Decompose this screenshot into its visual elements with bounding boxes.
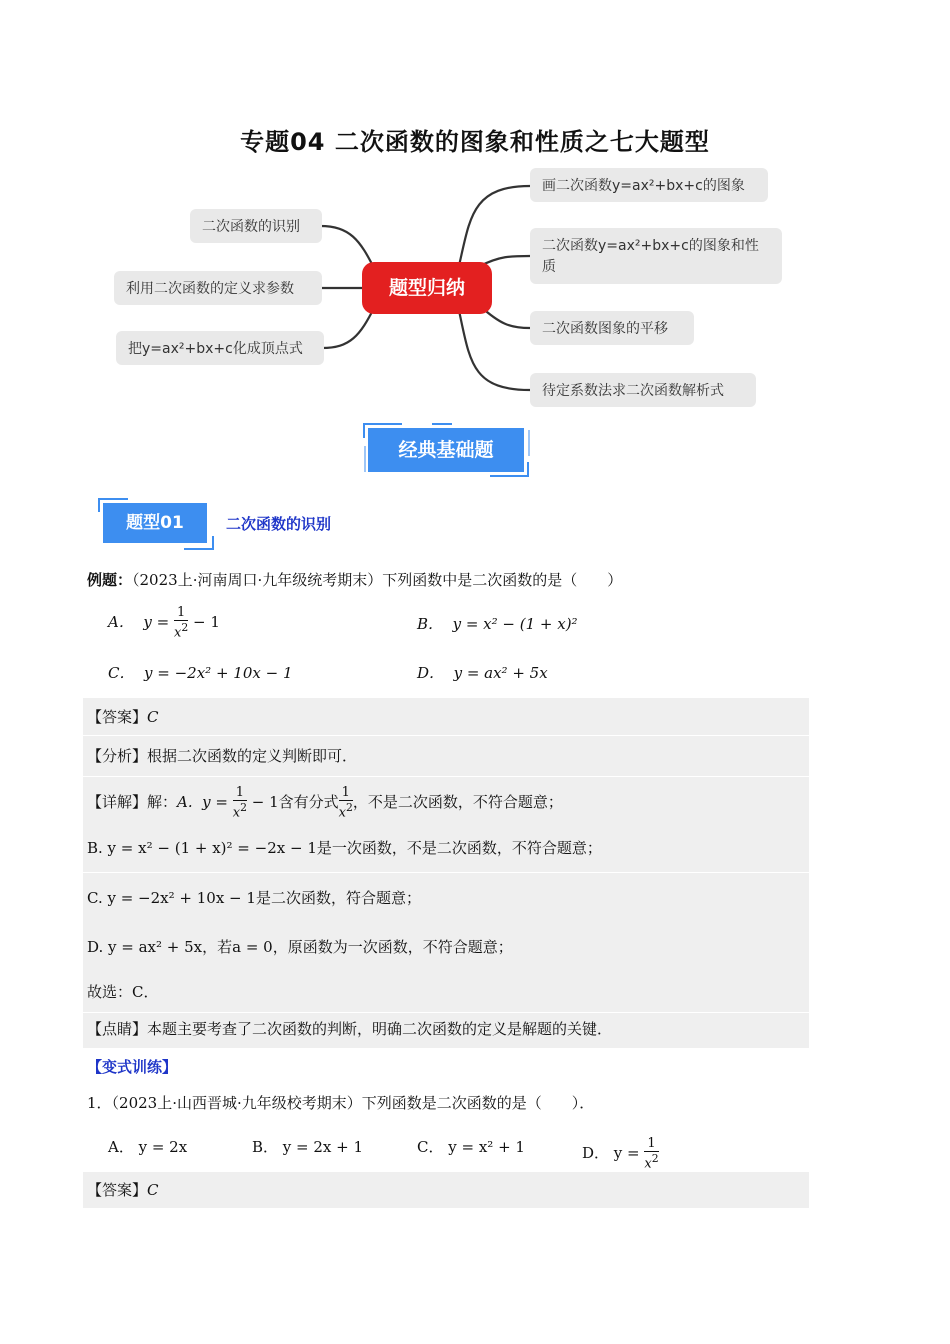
option-b (417, 614, 578, 634)
mindmap-node-undetermined-coefficients: 待定系数法求二次函数解析式 (530, 373, 756, 407)
section-label: 二次函数的识别 (226, 515, 332, 533)
analysis-text: 根据二次函数的定义判断即可． (147, 747, 358, 765)
option-c-label: C． (108, 664, 135, 682)
detail-a-tail: ，不是二次函数，不符合题意； (352, 793, 563, 812)
mindmap-center: 题型归纳 (362, 262, 492, 314)
variant-option-b: B． y = 2x + 1 (252, 1138, 364, 1156)
mindmap-node-translation: 二次函数图象的平移 (530, 311, 694, 345)
answer-line (87, 707, 159, 727)
section-tag (98, 498, 214, 550)
variant-option-d (582, 1137, 659, 1171)
variant-answer-label: 【答案】 (87, 1181, 148, 1199)
detail-b-line: B. y = x² − (1 + x)² = −2x − 1是一次函数，不是二次函数，不符合题意； (87, 839, 602, 857)
variant-option-d-label: D． y = (582, 1144, 640, 1163)
example-prefix: 例题： (87, 571, 133, 589)
detail-d-line: D. y = ax² + 5x，若a = 0，原函数为一次函数，不符合题意； (87, 938, 513, 956)
example-source: （2023上·河南周口·九年级统考期末）下列函数中是二次函数的是（ ） (132, 571, 623, 589)
option-a-expr: y = $\frac{1}{x^2}$ − 1 (143, 605, 220, 641)
divider (83, 776, 809, 777)
answer-label: 【答案】 (87, 708, 148, 726)
option-a-label: A． (108, 613, 134, 632)
option-d (417, 663, 548, 683)
variant-question-1: 1．（2023上·山西晋城·九年级校考期末）下列函数是二次函数的是（ ）． (87, 1094, 595, 1112)
option-c (108, 663, 293, 683)
analysis-line (87, 746, 357, 766)
mindmap-node-vertex-form: 把y=ax²+bx+c化成顶点式 (116, 331, 324, 365)
tag-text: 题型01 (103, 503, 207, 543)
option-c-expr: y = −2x² + 10x − 1 (144, 664, 293, 682)
example-question (87, 570, 622, 590)
mindmap-node-definition-param: 利用二次函数的定义求参数 (114, 271, 322, 305)
divider (83, 1012, 809, 1013)
comment-line (87, 1019, 612, 1039)
option-d-expr: y = ax² + 5x (453, 664, 548, 682)
detail-a-text: 含有分式 (278, 793, 339, 812)
option-b-expr: y = x² − (1 + x)² (452, 615, 578, 633)
divider (83, 872, 809, 873)
option-b-label: B． (417, 615, 444, 633)
conclusion-line: 故选：C． (87, 983, 159, 1001)
variant-answer-block (83, 1172, 809, 1208)
page-title: 专题04 二次函数的图象和性质之七大题型 (240, 128, 710, 156)
analysis-label: 【分析】 (87, 747, 148, 765)
detail-c-line: C. y = −2x² + 10x − 1是二次函数，符合题意； (87, 889, 421, 907)
comment-text: 本题主要考查了二次函数的判断，明确二次函数的定义是解题的关键． (147, 1020, 613, 1038)
mindmap-node-graph-properties: 二次函数y=ax²+bx+c的图象和性质 (530, 228, 782, 284)
variant-heading: 【变式训练】 (87, 1058, 178, 1076)
variant-option-a: A． y = 2x (108, 1138, 188, 1156)
variant-answer-line (87, 1180, 159, 1200)
divider (83, 735, 809, 736)
banner-text: 经典基础题 (368, 428, 524, 472)
detail-a-line: 【详解】解：A. y = $\frac{1}{x^2}$ − 1含有分式 $\frac{1}{x^2}$ ，不是二次函数，不符合题意； (87, 785, 563, 821)
answer-value: C (147, 708, 159, 726)
variant-option-c: C． y = x² + 1 (417, 1138, 525, 1156)
variant-answer-value: C (147, 1181, 159, 1199)
detail-label: 【详解】解： (87, 793, 178, 812)
comment-label: 【点睛】 (87, 1020, 148, 1038)
option-a (108, 606, 220, 640)
option-d-label: D． (417, 664, 445, 682)
mindmap-node-draw-graph: 画二次函数y=ax²+bx+c的图象 (530, 168, 768, 202)
section-banner (362, 422, 530, 478)
mindmap-node-identify: 二次函数的识别 (190, 209, 322, 243)
variant-option-d-fraction: $\frac{1}{x^2}$ (644, 1136, 659, 1172)
